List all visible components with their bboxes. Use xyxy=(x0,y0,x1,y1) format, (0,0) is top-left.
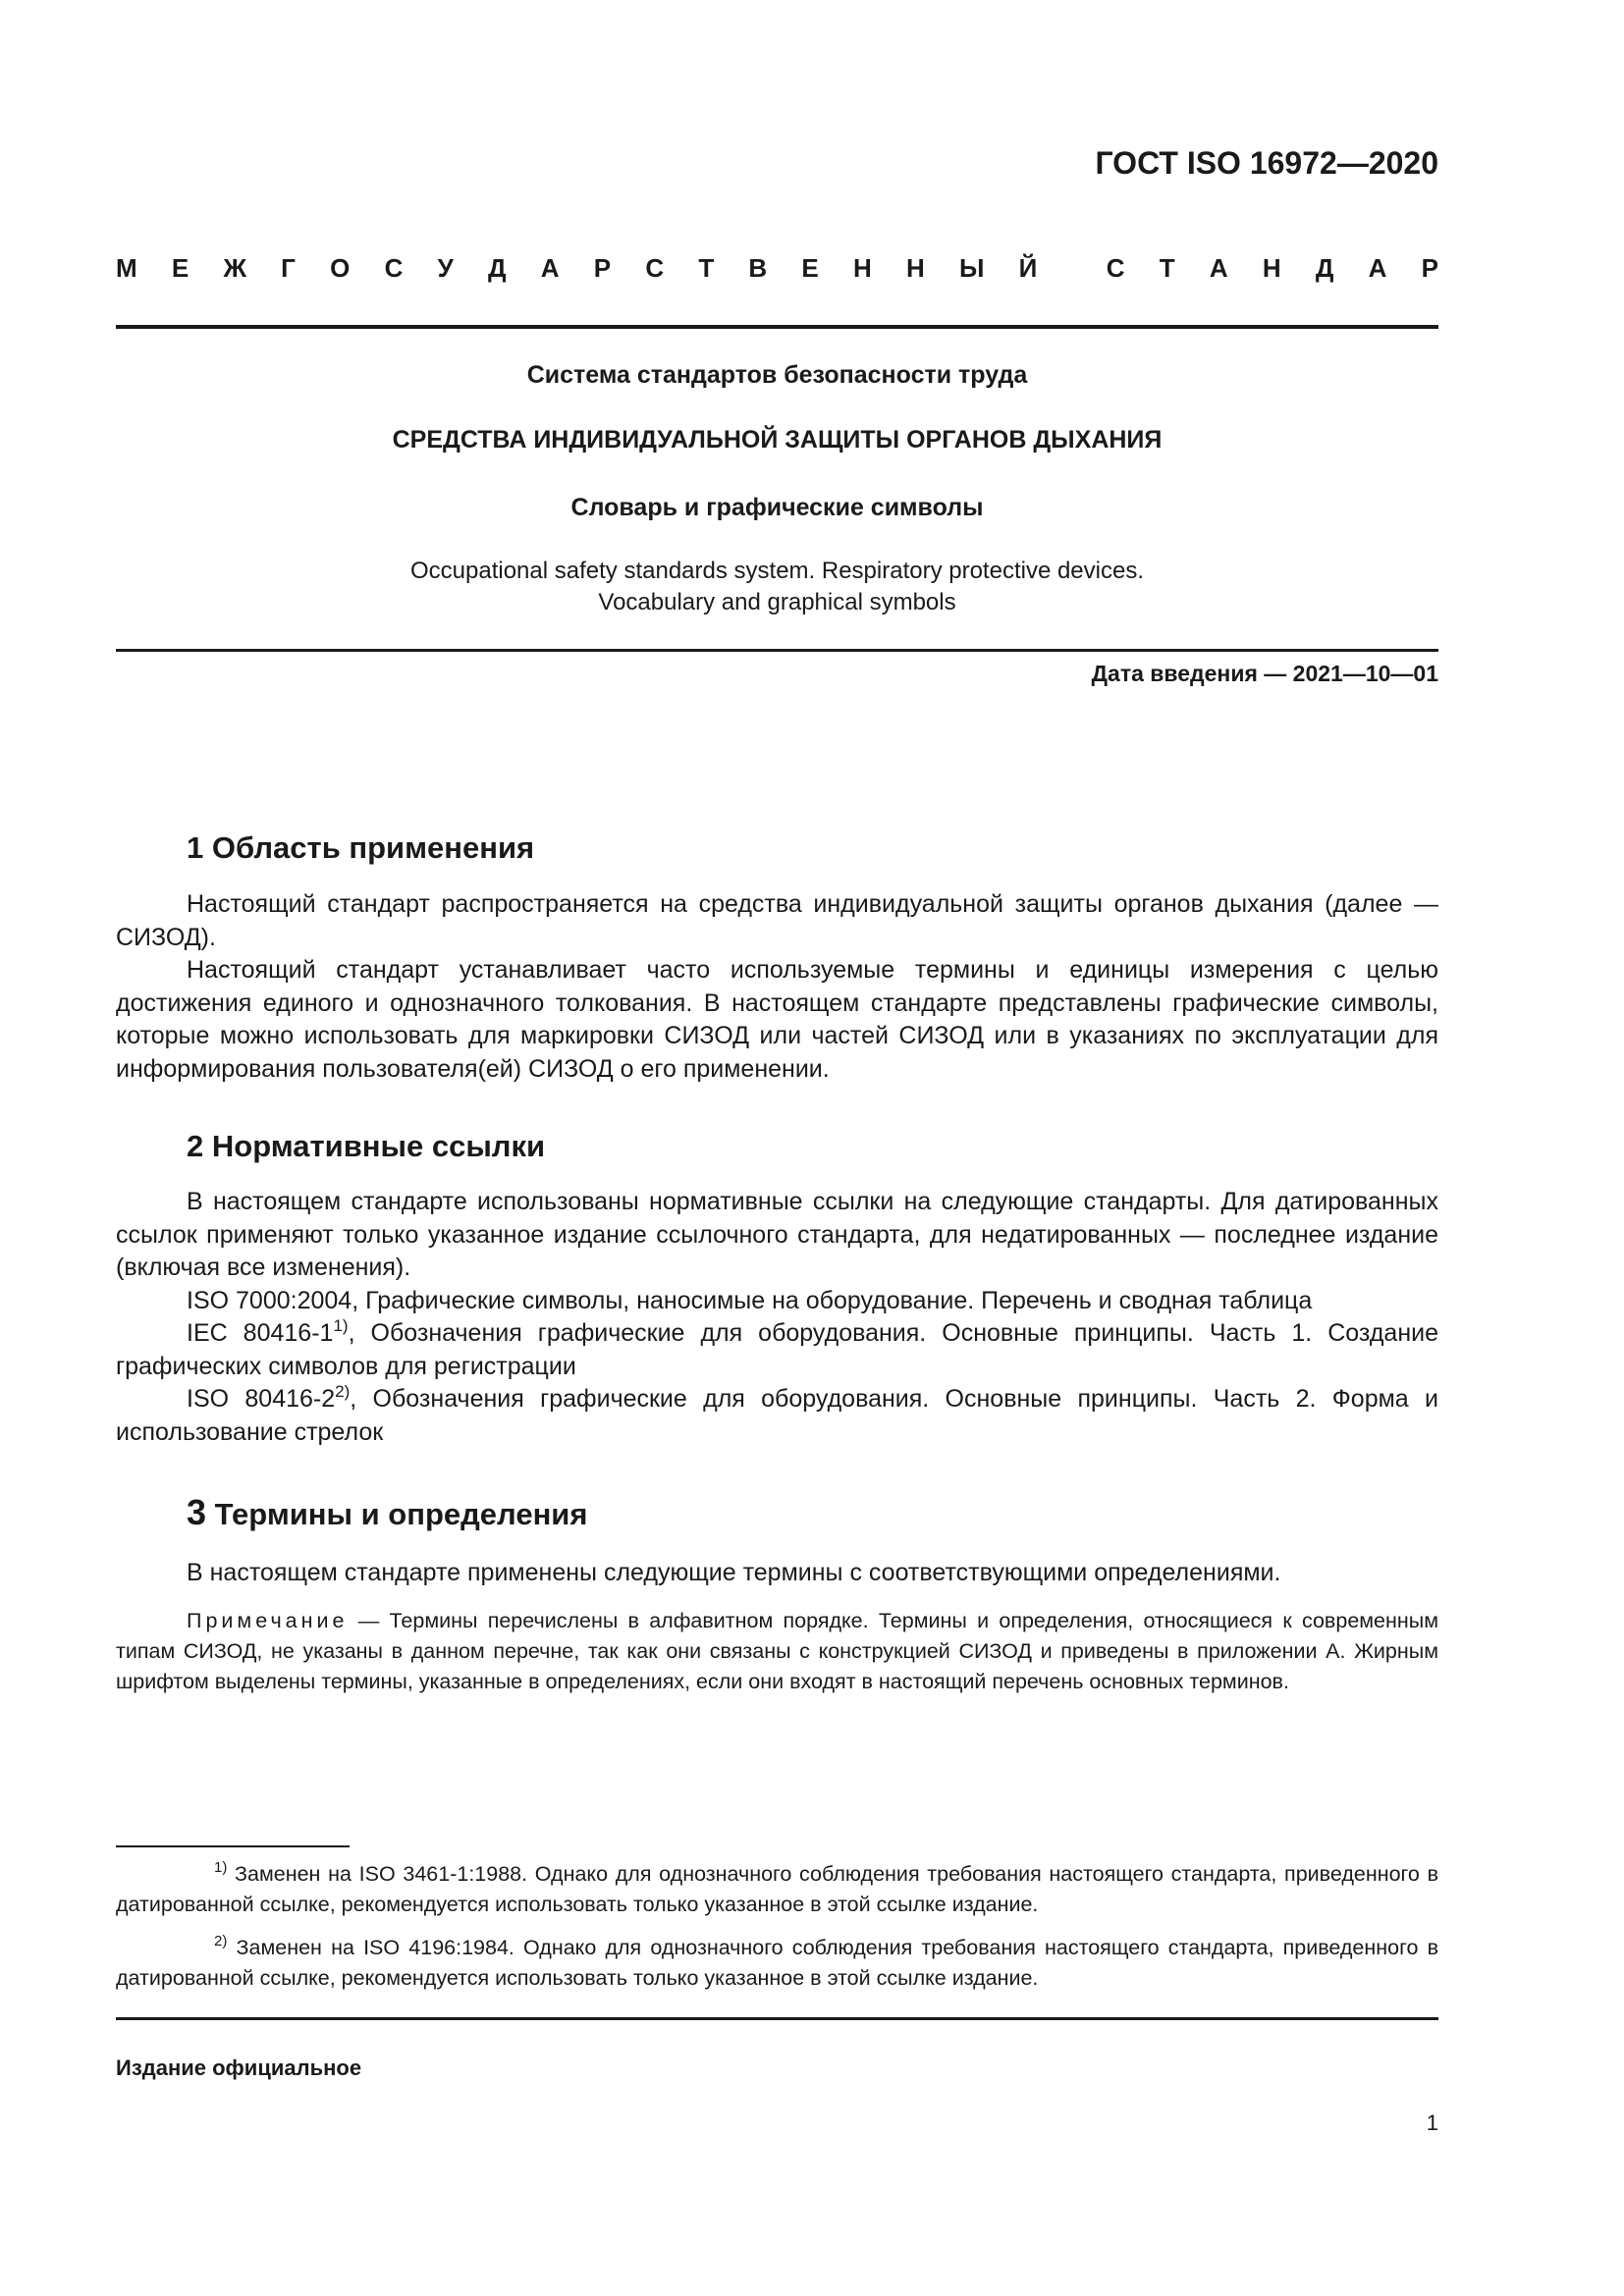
section-title: Термины и определения xyxy=(214,1497,588,1531)
footnote-marker: 2) xyxy=(335,1382,351,1401)
footnote-text: Заменен на ISO 4196:1984. Однако для однозначного соблюдения требования настоящего стандарта, приведенного в датированной ссылке, рекомендуется использовать только указанное в этой ссылке издание. xyxy=(116,1936,1438,1990)
banner-letter: Т xyxy=(698,253,715,283)
standard-type-banner xyxy=(116,253,1438,284)
banner-letter: С xyxy=(645,253,665,283)
footnote-2 xyxy=(116,1933,1438,1994)
banner-letter: А xyxy=(540,253,560,283)
section-3-heading xyxy=(187,1492,587,1533)
footnote-marker: 1) xyxy=(333,1316,349,1335)
reference-code: IEC 80416-1 xyxy=(187,1319,334,1347)
section-1-paragraph-2: Настоящий стандарт устанавливает часто используемые термины и единицы измерения с целью достижения единого и однозначного толкования. В настоящем стандарте представлены графические символы, которые можно использовать для маркировки СИЗОД или частей СИЗОД или в указаниях по эксплуатации для информирования пользователя(ей) СИЗОД о его применении. xyxy=(116,956,1438,1083)
banner-letter: Н xyxy=(1262,253,1281,283)
reference-iec-80416-1 xyxy=(116,1317,1438,1383)
section-3-paragraph-1: В настоящем стандарте применены следующие термины с соответствующими определениями. xyxy=(187,1559,1281,1586)
standard-designation: ГОСТ ISO 16972—2020 xyxy=(1095,145,1438,181)
banner-letter: Д xyxy=(1315,253,1334,283)
banner-letter: Й xyxy=(1018,253,1038,283)
reference-code: ISO 80416-2 xyxy=(187,1385,336,1413)
english-title-line1: Occupational safety standards system. Respiratory protective devices. xyxy=(410,558,1144,584)
reference-iso-7000: ISO 7000:2004, Графические символы, наносимые на оборудование. Перечень и сводная таблица xyxy=(187,1287,1313,1314)
footnote-separator xyxy=(116,1845,350,1847)
main-title: СРЕДСТВА ИНДИВИДУАЛЬНОЙ ЗАЩИТЫ ОРГАНОВ ДЫХАНИЯ xyxy=(392,426,1163,454)
banner-letter: Д xyxy=(488,253,507,283)
system-title: Система стандартов безопасности труда xyxy=(526,361,1028,389)
banner-letter: У xyxy=(437,253,454,283)
banner-letter: Р xyxy=(1421,253,1438,283)
section-1-heading xyxy=(187,830,534,866)
header-divider xyxy=(116,325,1438,329)
section-title: Нормативные ссылки xyxy=(211,1129,546,1163)
section-3-note xyxy=(116,1606,1438,1697)
title-divider xyxy=(116,649,1438,652)
banner-letter: Г xyxy=(281,253,296,283)
banner-letter: Н xyxy=(852,253,872,283)
banner-letter: О xyxy=(330,253,351,283)
banner-letter: В xyxy=(748,253,768,283)
banner-letter: Т xyxy=(1159,253,1175,283)
sub-title: Словарь и графические символы xyxy=(570,494,984,521)
introduction-date: Дата введения — 2021—10—01 xyxy=(1091,661,1438,686)
banner-letter: Ы xyxy=(958,253,985,283)
banner-letter: А xyxy=(1368,253,1387,283)
section-2-paragraph-1: В настоящем стандарте использованы нормативные ссылки на следующие стандарты. Для датированных ссылок применяют только указанное издание ссылочного стандарта, для недатированных — последнее издание (включая все изменения). xyxy=(116,1188,1438,1281)
banner-letter: Е xyxy=(801,253,819,283)
footer-divider xyxy=(116,2017,1438,2020)
banner-letter: Р xyxy=(593,253,612,283)
banner-letter: С xyxy=(384,253,404,283)
section-1-paragraph-1: Настоящий стандарт распространяется на средства индивидуальной защиты органов дыхания (далее — СИЗОД). xyxy=(116,890,1438,951)
footnote-1 xyxy=(116,1859,1438,1920)
reference-iso-80416-2 xyxy=(116,1383,1438,1449)
note-label: Примечание xyxy=(187,1609,349,1632)
english-title-line2: Vocabulary and graphical symbols xyxy=(598,589,956,615)
section-2-heading xyxy=(187,1129,545,1164)
section-title: Область применения xyxy=(211,830,535,865)
reference-text: , Обозначения графические для оборудования. Основные принципы. Часть 1. Создание графических символов для регистрации xyxy=(116,1319,1438,1380)
reference-text: , Обозначения графические для оборудования. Основные принципы. Часть 2. Форма и использование стрелок xyxy=(116,1385,1438,1446)
section-number: 3 xyxy=(187,1492,207,1532)
banner-letter: М xyxy=(116,253,137,283)
footnote-text: Заменен на ISO 3461-1:1988. Однако для однозначного соблюдения требования настоящего стандарта, приведенного в датированной ссылке, рекомендуется использовать только указанное в этой ссылке издание. xyxy=(116,1862,1438,1916)
note-text: — Термины перечислены в алфавитном порядке. Термины и определения, относящиеся к современным типам СИЗОД, не указаны в данном перечне, так как они связаны с конструкцией СИЗОД и приведены в приложении А. Жирным шрифтом выделены термины, указанные в определениях, если они входят в настоящий перечень основных терминов. xyxy=(116,1609,1438,1693)
section-number: 2 xyxy=(187,1129,204,1163)
official-edition-label: Издание официальное xyxy=(116,2056,362,2080)
banner-letter: Е xyxy=(171,253,189,283)
banner-letter: Н xyxy=(905,253,925,283)
banner-letter: Ж xyxy=(223,253,246,283)
page-number: 1 xyxy=(1426,2110,1438,2135)
section-number: 1 xyxy=(187,830,204,865)
footnote-mark: 2) xyxy=(214,1933,228,1949)
footnote-mark: 1) xyxy=(214,1859,228,1876)
banner-letter: А xyxy=(1209,253,1228,283)
banner-letter: С xyxy=(1106,253,1125,283)
